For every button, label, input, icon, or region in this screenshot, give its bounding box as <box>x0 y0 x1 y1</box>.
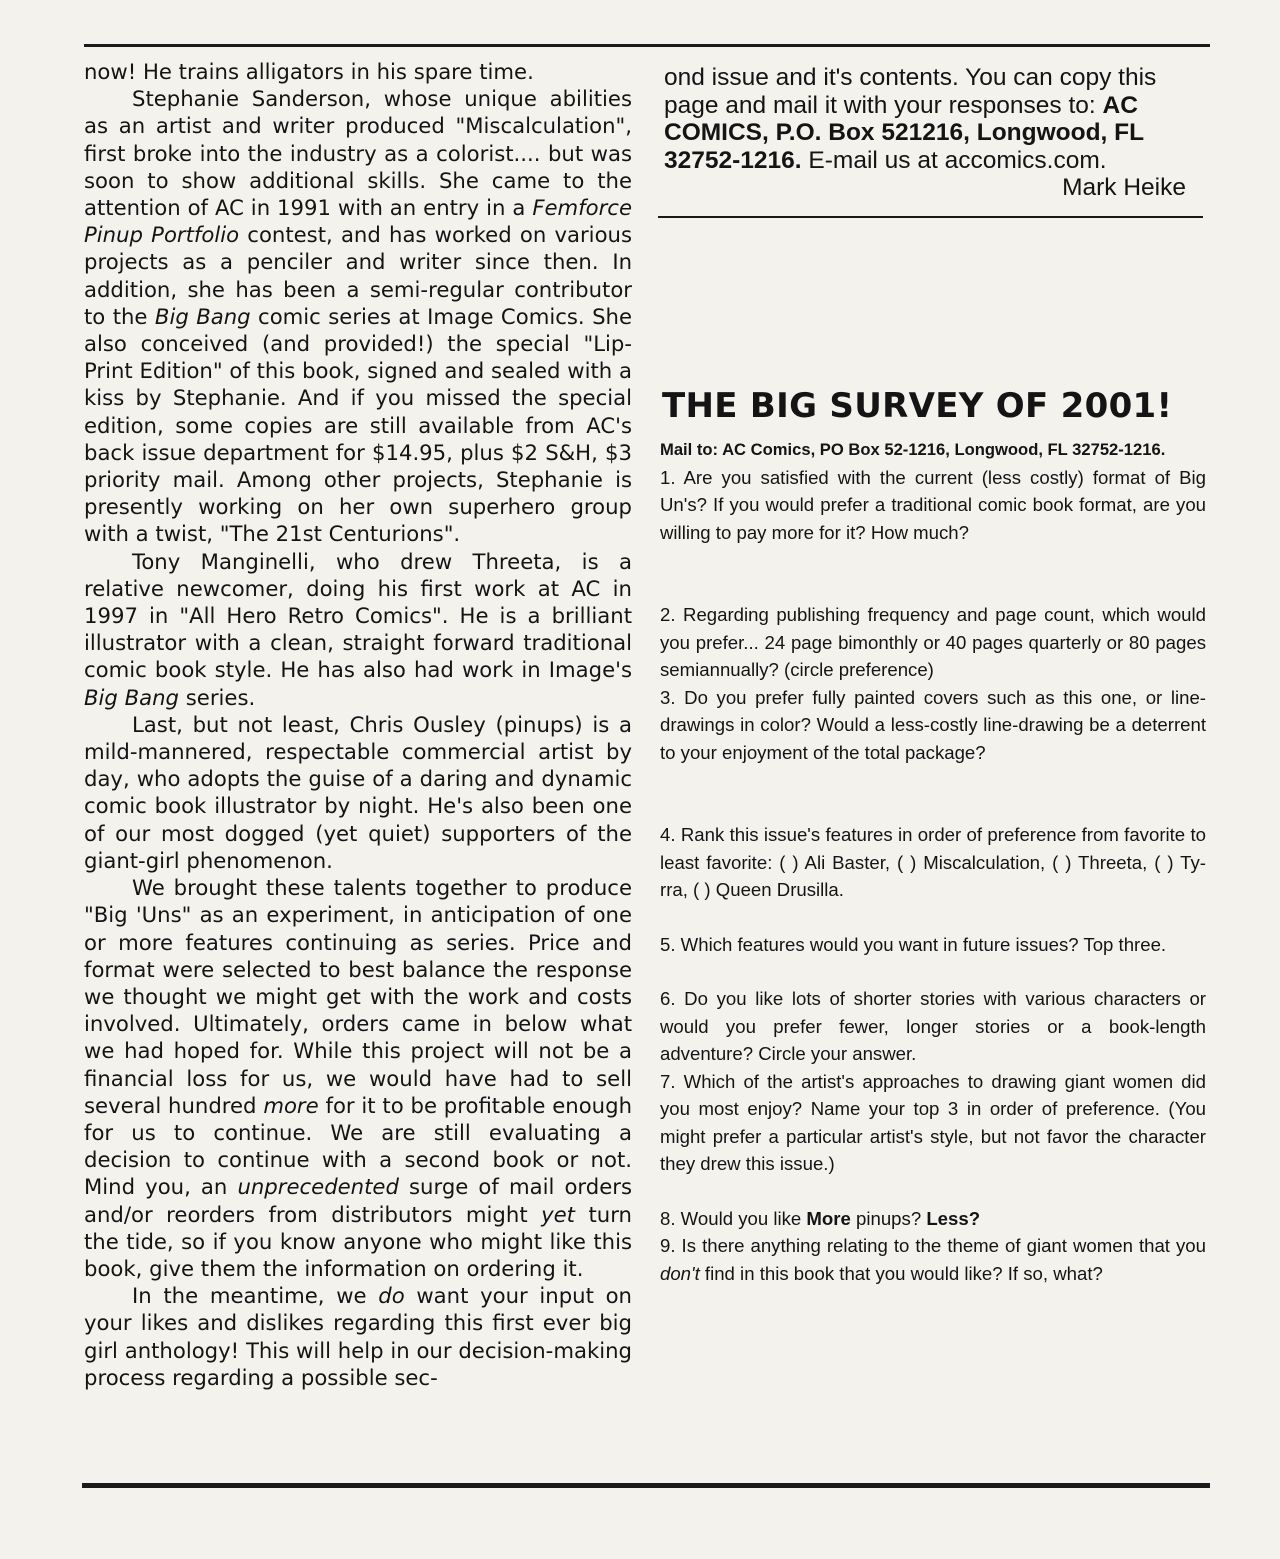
paragraph-stephanie: Stephanie Sanderson, whose unique abilities as an artist and writer produced "Miscalculation", first broke into the industry as a colorist.... but was soon to show additional skills. She came to the attention of AC in 1991 with an entry in a Femforce Pinup Portfolio contest, and has worked on various projects as a penciler and writer since then. In addition, she has been a semi-regular contributor to the Big Bang comic series at Image Comics. She also conceived (and provided!) the special "Lip-Print Edition" of this book, signed and sealed with a kiss by Stephanie. And if you missed the special edition, some copies are still available from AC's back issue department for $14.95, plus $2 S&H, $3 priority mail. Among other projects, Stephanie is presently working on her own superhero group with a twist, "The 21st Centurions". <box>84 86 632 547</box>
paragraph-meantime: In the meantime, we do want your input on your likes and dislikes regarding this first ever big girl anthology! This will help in our decision-making process regarding a possible sec- <box>84 1283 632 1390</box>
section-rule <box>658 216 1203 218</box>
paragraph-experiment: We brought these talents together to produce "Big 'Uns" as an experiment, in anticipation of one or more features continuing as series. Price and format were selected to best balance the response we thought we might get with the work and costs involved. Ultimately, orders came in below what we had hoped for. While this project will not be a financial loss for us, we would have had to sell several hundred more for it to be profitable enough for us to continue. We are still evaluating a decision to continue with a second book or not. Mind you, an unprecedented surge of mail orders and/or reorders from distributors might yet turn the tide, so if you know anyone who might like this book, give them the information on ordering it. <box>84 875 632 1281</box>
survey-question-2: 2. Regarding publishing frequency and page count, which would you prefer... 24 page bimonthly or 40 pages quarterly or 80 pages semiannually? (circle preference) <box>660 604 1206 680</box>
survey-question-3: 3. Do you prefer fully painted covers such as this one, or line-drawings in color? Would a less-costly line-drawing be a deterrent to your enjoyment of the total package? <box>660 686 1206 763</box>
survey-question-4: 4. Rank this issue's features in order of preference from favorite to least favorite: ( ) Ali Baster, ( ) Miscalculation, ( ) Threeta, ( ) Ty-rra, ( ) Queen Drusilla. <box>660 824 1206 900</box>
survey-questions <box>660 436 1206 1287</box>
survey-mail-to: Mail to: AC Comics, PO Box 52-1216, Longwood, FL 32752-1216. <box>660 440 1166 459</box>
paragraph-chris: Last, but not least, Chris Ousley (pinups) is a mild-mannered, respectable commercial artist by day, who adopts the guise of a daring and dynamic comic book illustrator by night. He's also been one of our most dogged (yet quiet) supporters of the giant-girl phenomenon. <box>84 711 632 873</box>
survey-question-9: 9. Is there anything relating to the theme of giant women that you don't find in this book that you would like? If so, what? <box>660 1235 1206 1284</box>
letter-continuation: ond issue and it's contents. You can copy this page and mail it with your responses to: AC COMICS, P.O. Box 521216, Longwood, FL 32752-1216. E-mail us at accomics.com. <box>664 64 1157 174</box>
left-column <box>84 58 632 1391</box>
paragraph-tony: Tony Manginelli, who drew Threeta, is a relative newcomer, doing his first work at AC in 1997 in "All Hero Retro Comics". He is a brilliant illustrator with a clean, straight forward traditional comic book style. He has also had work in Image's Big Bang series. <box>84 548 632 710</box>
survey-question-7: 7. Which of the artist's approaches to drawing giant women did you most enjoy? Name your top 3 in order of preference. (You might prefer a particular artist's style, but not favor the character they drew this issue.) <box>660 1070 1206 1174</box>
paragraph-intro-end: now! He trains alligators in his spare time. <box>84 59 534 84</box>
survey-question-1: 1. Are you satisfied with the current (less costly) format of Big Un's? If you would prefer a traditional comic book format, are you willing to pay more for it? How much? <box>660 466 1206 543</box>
top-rule <box>84 44 1210 47</box>
right-column-letter <box>664 64 1190 202</box>
signoff: Mark Heike <box>1062 174 1186 201</box>
survey-title: THE BIG SURVEY OF 2001! <box>662 386 1173 426</box>
survey-question-8: 8. Would you like More pinups? Less? <box>660 1207 981 1229</box>
survey-question-5: 5. Which features would you want in future issues? Top three. <box>660 933 1167 955</box>
survey-question-6: 6. Do you like lots of shorter stories with various characters or would you prefer fewer, longer stories or a book-length adventure? Circle your answer. <box>660 988 1206 1064</box>
bottom-rule <box>82 1483 1210 1488</box>
